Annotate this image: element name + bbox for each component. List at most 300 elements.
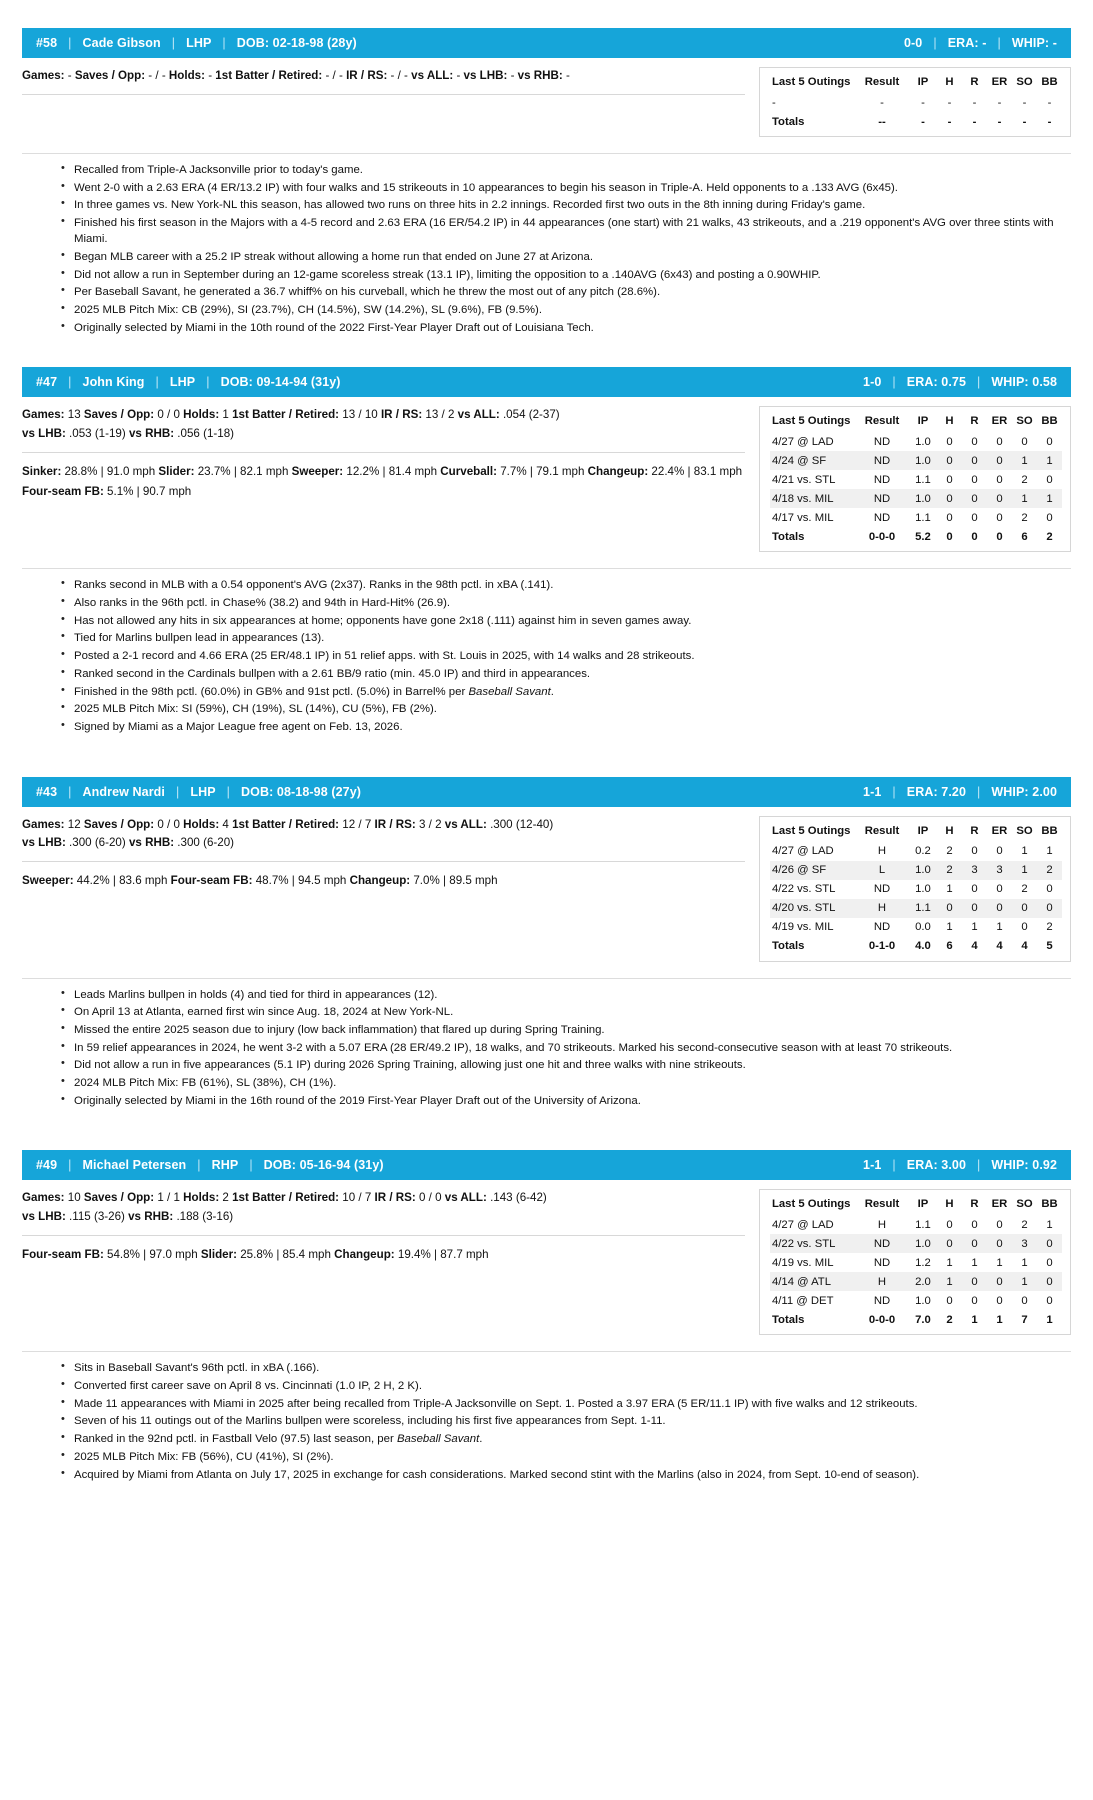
player-identity [36, 36, 357, 50]
totals-label: Totals [772, 1313, 805, 1326]
totals-ip: 7.0 [915, 1313, 931, 1326]
totals-h: - [947, 115, 952, 128]
totals-result: -- [878, 115, 886, 128]
column-header-last-5-outings: Last 5 Outings [772, 824, 851, 837]
player-number: #47 [36, 375, 58, 390]
outing-result: ND [855, 1234, 909, 1253]
stat-line-splits: vs LHB: .053 (1-19) vs RHB: .056 (1-18) [22, 426, 235, 440]
totals-bb: 1 [1046, 1313, 1053, 1326]
outing-row [770, 1215, 1062, 1234]
player-body [22, 1180, 1071, 1335]
totals-ip: - [921, 115, 925, 128]
outing-date: 4/24 @ SF [770, 451, 855, 470]
totals-label: Totals [772, 940, 805, 953]
separator-glyph: | [206, 375, 210, 390]
column-header-so: SO [1016, 1198, 1033, 1211]
player-header-bar [22, 1150, 1071, 1180]
outing-row [770, 93, 1062, 112]
outing-er: 0 [996, 473, 1003, 486]
last-5-outings-table [770, 72, 1062, 131]
totals-h: 2 [946, 1313, 953, 1326]
player-whip: WHIP: 0.58 [991, 375, 1057, 390]
outing-h: 0 [946, 1218, 953, 1231]
players-list [22, 28, 1071, 1524]
outing-bb: 0 [1046, 1256, 1053, 1269]
outing-row [770, 1272, 1062, 1291]
outing-er: 0 [987, 451, 1012, 470]
player-note: • Went 2-0 with a 2.63 ERA (4 ER/13.2 IP) with four walks and 15 strikeouts in 10 appearances to begin his season in Triple-A. Held opponents to a .133 AVG (6x45). [74, 180, 1071, 196]
outing-date: 4/21 vs. STL [772, 473, 836, 486]
outing-date: 4/27 @ LAD [772, 1218, 834, 1231]
player-block-47 [22, 367, 1071, 735]
section-gap [22, 737, 1071, 777]
outing-bb: 0 [1046, 511, 1053, 524]
outing-date: 4/14 @ ATL [770, 1272, 855, 1291]
totals-er: 0 [996, 530, 1003, 543]
column-header-bb: BB [1041, 1198, 1058, 1211]
outing-so: 2 [1021, 511, 1028, 524]
outing-row [770, 1253, 1062, 1272]
outing-row [770, 451, 1062, 470]
outing-h: 0 [946, 511, 953, 524]
outing-result: ND [855, 489, 909, 508]
outing-result: H [855, 1272, 909, 1291]
table-header-row [770, 411, 1062, 432]
last-5-outings-table [770, 1194, 1062, 1329]
separator-glyph: | [222, 36, 226, 50]
totals-r: - [972, 115, 977, 128]
outing-totals-row [770, 1310, 1062, 1329]
outing-bb: 0 [1037, 899, 1062, 918]
separator-glyph: | [249, 1158, 253, 1173]
player-outings-column [759, 67, 1071, 137]
outing-er: 3 [987, 861, 1012, 880]
outing-er: 0 [987, 1272, 1012, 1291]
outing-r: - [972, 96, 977, 109]
player-note: • Did not allow a run in September during an 12-game scoreless streak (13.1 IP), limiting the opposition to a .140AVG (6x43) and posting a 0.90WHIP. [74, 267, 1071, 283]
outing-ip: 1.0 [909, 489, 937, 508]
player-note: • Began MLB career with a 25.2 IP streak without allowing a home run that ended on June 27 at Arizona. [74, 249, 1071, 265]
column-header-result: Result [864, 76, 900, 88]
totals-r: 4 [971, 940, 978, 953]
outing-so: 0 [1012, 899, 1037, 918]
outing-so: 1 [1021, 1256, 1028, 1269]
player-note: • Finished in the 98th pctl. (60.0%) in GB% and 91st pctl. (5.0%) in Barrel% per Baseball Savant. [74, 684, 1071, 700]
outing-date: 4/18 vs. MIL [770, 489, 855, 508]
totals-label: Totals [772, 530, 805, 543]
separator-glyph: | [197, 1158, 201, 1173]
outing-date: 4/19 vs. MIL [772, 921, 834, 934]
outing-so: 2 [1021, 473, 1028, 486]
totals-er: - [997, 115, 1002, 128]
separator-glyph: | [977, 375, 981, 390]
player-note: • Sits in Baseball Savant's 96th pctl. in xBA (.166). [74, 1360, 1071, 1376]
outing-bb: 2 [1037, 861, 1062, 880]
outing-bb: 1 [1037, 489, 1062, 508]
outing-bb: 0 [1046, 435, 1053, 448]
outing-ip: 1.0 [909, 451, 937, 470]
outing-h: 0 [946, 473, 953, 486]
player-record: 1-0 [863, 375, 882, 390]
player-name: Cade Gibson [82, 36, 161, 50]
column-header-ip: IP [917, 1198, 929, 1211]
column-header-bb: BB [1041, 76, 1058, 88]
player-season-summary [863, 375, 1057, 389]
outing-totals-row [770, 527, 1062, 546]
player-notes-list [22, 1360, 1071, 1482]
player-body [22, 807, 1071, 962]
player-note: • In 59 relief appearances in 2024, he went 3-2 with a 5.07 ERA (28 ER/49.2 IP), 18 walks, and 70 strikeouts. Marked his second-consecutive season with at least 70 strikeouts. [74, 1040, 1071, 1056]
player-number: #58 [36, 36, 58, 50]
player-block-43 [22, 777, 1071, 1109]
player-era: ERA: 7.20 [906, 784, 967, 799]
player-number: #49 [36, 1158, 58, 1173]
separator-glyph: | [933, 36, 937, 50]
outing-er: 0 [996, 435, 1003, 448]
player-note: • Did not allow a run in five appearances (5.1 IP) during 2026 Spring Training, allowing just one hit and three walks with nine strikeouts. [74, 1057, 1071, 1073]
outing-so: 1 [1012, 451, 1037, 470]
totals-result: 0-1-0 [868, 940, 896, 953]
player-dob: DOB: 09-14-94 (31y) [220, 375, 341, 390]
outing-result: ND [873, 883, 891, 896]
totals-r: 1 [971, 1313, 978, 1326]
player-identity [36, 1158, 384, 1172]
outing-h: - [947, 96, 952, 109]
outing-r: 1 [971, 1256, 978, 1269]
outing-so: 1 [1021, 845, 1028, 858]
player-number: #43 [36, 784, 58, 799]
player-stat-column [22, 816, 745, 962]
outing-r: 0 [971, 883, 978, 896]
stat-line-primary: Games: - Saves / Opp: - / - Holds: - 1st Batter / Retired: - / - IR / RS: - / - vs ALL: - vs LHB: - vs RHB: - [22, 69, 570, 82]
outing-result: ND [873, 473, 891, 486]
stat-divider [22, 861, 745, 862]
totals-bb: 2 [1046, 530, 1053, 543]
player-name: Andrew Nardi [82, 784, 165, 799]
player-dob: DOB: 08-18-98 (27y) [241, 784, 362, 799]
separator-glyph: | [977, 1158, 981, 1173]
outing-h: 0 [946, 1294, 953, 1307]
outing-er: 0 [996, 1218, 1003, 1231]
player-note: • Ranked second in the Cardinals bullpen with a 2.61 BB/9 ratio (min. 45.0 IP) and third in appearances. [74, 666, 1071, 682]
outing-result: H [877, 845, 887, 858]
player-notes-list [22, 162, 1071, 336]
last-5-outings-box [759, 406, 1071, 552]
column-header-ip: IP [917, 824, 929, 837]
outing-ip: 0.0 [915, 921, 931, 934]
player-note: • Leads Marlins bullpen in holds (4) and tied for third in appearances (12). [74, 987, 1071, 1003]
player-note: • Signed by Miami as a Major League free agent on Feb. 13, 2026. [74, 719, 1071, 735]
pitch-mix-line: Sinker: 28.8% | 91.0 mph Slider: 23.7% | 82.1 mph Sweeper: 12.2% | 81.4 mph Curveball: 7.7% | 79.1 mph Changeup: 22.4% | 83.1 mph Four-seam FB: 5.1% | 90.7 mph [22, 465, 743, 498]
player-header-bar [22, 28, 1071, 58]
totals-bb: 5 [1046, 940, 1053, 953]
player-note: • 2025 MLB Pitch Mix: FB (56%), CU (41%), SI (2%). [74, 1449, 1071, 1465]
player-note: • Finished his first season in the Majors with a 4-5 record and 2.63 ERA (16 ER/54.2 IP) in 44 appearances (one start) with 21 walks, 43 strikeouts, and a .219 opponent's AVG over three stints with Miami. [74, 215, 1071, 247]
column-header-ip: IP [917, 415, 929, 428]
player-stat-column [22, 406, 745, 552]
outing-so: 0 [1021, 435, 1028, 448]
outing-h: 0 [937, 899, 962, 918]
outing-r: 0 [962, 451, 987, 470]
outing-row [770, 470, 1062, 489]
player-season-summary [863, 785, 1057, 799]
outing-so: 1 [1012, 861, 1037, 880]
player-hand: LHP [190, 784, 216, 799]
player-note: • Originally selected by Miami in the 16th round of the 2019 First-Year Player Draft out of the University of Arizona. [74, 1093, 1071, 1109]
player-record: 0-0 [903, 36, 923, 50]
outing-date: 4/26 @ SF [770, 861, 855, 880]
stat-divider [22, 1235, 745, 1236]
outing-date: 4/19 vs. MIL [772, 1256, 834, 1269]
column-header-so: SO [1016, 824, 1033, 837]
separator-glyph: | [155, 375, 159, 390]
outing-result: ND [873, 511, 891, 524]
column-header-ip: IP [917, 76, 929, 88]
column-header-last-5-outings: Last 5 Outings [772, 76, 851, 88]
outing-row [770, 489, 1062, 508]
outing-bb: - [1047, 96, 1052, 109]
player-season-summary [863, 1158, 1057, 1172]
outing-so: - [1022, 96, 1027, 109]
outing-ip: 0.2 [915, 845, 931, 858]
outing-r: 0 [962, 489, 987, 508]
outing-row [770, 508, 1062, 527]
outing-h: 1 [946, 883, 953, 896]
column-header-result: Result [864, 415, 900, 428]
column-header-er: ER [991, 824, 1008, 837]
last-5-outings-table [770, 821, 1062, 956]
player-era: ERA: 0.75 [906, 375, 967, 390]
totals-so: 7 [1021, 1313, 1028, 1326]
outing-r: 0 [962, 1234, 987, 1253]
separator-glyph: | [68, 36, 72, 50]
column-header-result: Result [864, 1198, 900, 1211]
outing-totals-row [770, 937, 1062, 956]
outing-row [770, 918, 1062, 937]
player-era: ERA: 3.00 [906, 1158, 967, 1173]
player-notes-list [22, 577, 1071, 735]
separator-glyph: | [171, 36, 176, 50]
player-note: • Per Baseball Savant, he generated a 36.7 whiff% on his curveball, which he threw the most out of any pitch (28.6%). [74, 284, 1071, 300]
player-note: • Made 11 appearances with Miami in 2025 after being recalled from Triple-A Jacksonville on Sept. 1. Posted a 3.97 ERA (5 ER/11.1 IP) with five walks and 12 strikeouts. [74, 1396, 1071, 1412]
outing-h: 0 [937, 489, 962, 508]
outing-bb: 0 [1046, 473, 1053, 486]
player-era: ERA: - [947, 36, 987, 50]
outing-so: 1 [1012, 489, 1037, 508]
outing-h: 0 [937, 1234, 962, 1253]
player-note: • Missed the entire 2025 season due to injury (low back inflammation) that flared up during Spring Training. [74, 1022, 1071, 1038]
player-note: • Also ranks in the 96th pctl. in Chase% (38.2) and 94th in Hard-Hit% (26.9). [74, 595, 1071, 611]
outing-er: 0 [987, 899, 1012, 918]
player-note: • Originally selected by Miami in the 10th round of the 2022 First-Year Player Draft out of Louisiana Tech. [74, 320, 1071, 336]
outing-date: 4/22 vs. STL [772, 883, 836, 896]
outing-result: L [855, 861, 909, 880]
outing-row [770, 1291, 1062, 1310]
player-dob: DOB: 05-16-94 (31y) [263, 1158, 384, 1173]
player-outings-column [759, 816, 1071, 962]
player-note: • 2024 MLB Pitch Mix: FB (61%), SL (38%), CH (1%). [74, 1075, 1071, 1091]
outing-ip: 1.1 [915, 473, 931, 486]
player-whip: WHIP: 0.92 [991, 1158, 1057, 1173]
column-header-so: SO [1016, 415, 1033, 428]
outing-ip: 1.0 [915, 435, 931, 448]
column-header-h: H [945, 415, 954, 428]
notes-divider [22, 568, 1071, 569]
pitch-mix-line: Four-seam FB: 54.8% | 97.0 mph Slider: 25.8% | 85.4 mph Changeup: 19.4% | 87.7 mph [22, 1248, 489, 1261]
outing-ip: 1.1 [915, 1218, 931, 1231]
outing-h: 2 [937, 861, 962, 880]
player-block-49 [22, 1150, 1071, 1482]
outing-r: 3 [962, 861, 987, 880]
separator-glyph: | [892, 784, 896, 799]
player-note: • Has not allowed any hits in six appearances at home; opponents have gone 2x18 (.111) against him in seven games away. [74, 613, 1071, 629]
outing-so: 0 [1021, 1294, 1028, 1307]
outing-result: H [855, 899, 909, 918]
outing-totals-row [770, 112, 1062, 131]
outing-date: 4/11 @ DET [772, 1294, 834, 1307]
totals-r: 0 [971, 530, 978, 543]
table-header-row [770, 1194, 1062, 1215]
player-whip: WHIP: 2.00 [991, 784, 1057, 799]
last-5-outings-box [759, 67, 1071, 137]
column-header-last-5-outings: Last 5 Outings [772, 1198, 851, 1211]
column-header-er: ER [991, 1198, 1008, 1211]
outing-row [770, 1234, 1062, 1253]
outing-ip: - [921, 96, 925, 109]
outing-ip: 1.0 [915, 883, 931, 896]
player-hand: LHP [186, 36, 212, 50]
outing-row [770, 432, 1062, 451]
outing-r: 0 [971, 511, 978, 524]
outing-r: 0 [971, 473, 978, 486]
outing-bb: 2 [1046, 921, 1053, 934]
outing-date: 4/17 vs. MIL [772, 511, 834, 524]
player-header-bar [22, 777, 1071, 807]
totals-er: 4 [996, 940, 1003, 953]
stat-line-primary: Games: 13 Saves / Opp: 0 / 0 Holds: 1 1st Batter / Retired: 13 / 10 IR / RS: 13 / 2 vs ALL: .054 (2-37) [22, 408, 560, 422]
outing-er: 0 [996, 845, 1003, 858]
player-name: John King [82, 375, 145, 390]
player-note: • Posted a 2-1 record and 4.66 ERA (25 ER/48.1 IP) in 51 relief apps. with St. Louis in 2025, with 14 walks and 28 strikeouts. [74, 648, 1071, 664]
outing-er: 0 [987, 1234, 1012, 1253]
outing-ip: 1.0 [915, 1294, 931, 1307]
player-record: 1-1 [863, 784, 882, 799]
table-header-row [770, 821, 1062, 842]
separator-glyph: | [997, 36, 1001, 50]
separator-glyph: | [892, 375, 896, 390]
column-header-r: R [970, 76, 979, 88]
column-header-h: H [945, 76, 954, 88]
totals-bb: - [1047, 115, 1052, 128]
outing-r: 0 [962, 899, 987, 918]
player-body [22, 397, 1071, 552]
player-hand: RHP [211, 1158, 239, 1173]
outing-result: ND [873, 921, 891, 934]
column-header-bb: BB [1041, 415, 1058, 428]
outing-so: 1 [1012, 1272, 1037, 1291]
stat-line-primary: Games: 12 Saves / Opp: 0 / 0 Holds: 4 1st Batter / Retired: 12 / 7 IR / RS: 3 / 2 vs ALL: .300 (12-40) [22, 817, 554, 831]
pitch-mix-line: Sweeper: 44.2% | 83.6 mph Four-seam FB: 48.7% | 94.5 mph Changeup: 7.0% | 89.5 mph [22, 874, 498, 888]
totals-result: 0-0-0 [868, 530, 896, 543]
outing-result: ND [873, 435, 891, 448]
player-stat-column [22, 1189, 745, 1335]
outing-ip: 1.0 [909, 1234, 937, 1253]
outing-so: 2 [1021, 1218, 1028, 1231]
column-header-r: R [970, 1198, 979, 1211]
totals-so: 4 [1021, 940, 1028, 953]
separator-glyph: | [226, 784, 231, 799]
player-hand: LHP [169, 375, 196, 390]
totals-result: 0-0-0 [868, 1313, 896, 1326]
separator-glyph: | [68, 1158, 72, 1173]
player-note: • Ranks second in MLB with a 0.54 opponent's AVG (2x37). Ranks in the 98th pctl. in xBA (.141). [74, 577, 1071, 593]
player-note: • Recalled from Triple-A Jacksonville prior to today's game. [74, 162, 1071, 178]
outing-bb: 1 [1046, 1218, 1053, 1231]
outing-r: 0 [962, 1272, 987, 1291]
separator-glyph: | [977, 784, 981, 799]
outing-ip: 1.0 [909, 861, 937, 880]
last-5-outings-box [759, 816, 1071, 962]
outing-date: 4/27 @ LAD [772, 845, 834, 858]
outing-bb: 1 [1037, 451, 1062, 470]
totals-label: Totals [772, 115, 805, 128]
player-note: • Converted first career save on April 8 vs. Cincinnati (1.0 IP, 2 H, 2 K). [74, 1378, 1071, 1394]
player-season-summary [904, 36, 1057, 50]
outing-so: 2 [1021, 883, 1028, 896]
column-header-er: ER [991, 76, 1008, 88]
separator-glyph: | [68, 375, 72, 390]
section-gap [22, 1484, 1071, 1524]
outing-er: 1 [996, 921, 1003, 934]
player-note: • 2025 MLB Pitch Mix: CB (29%), SI (23.7%), CH (14.5%), SW (14.2%), SL (9.6%), FB (9.5%). [74, 302, 1071, 318]
last-5-outings-table [770, 411, 1062, 546]
player-note: • Acquired by Miami from Atlanta on July 17, 2025 in exchange for cash considerations. Marked second stint with the Marlins (also in 2024, from Sept. 10-end of season). [74, 1467, 1071, 1483]
stat-divider [22, 94, 745, 95]
player-note: • On April 13 at Atlanta, earned first win since Aug. 18, 2024 at New York-NL. [74, 1004, 1071, 1020]
outing-ip: 1.2 [915, 1256, 931, 1269]
outing-ip: 1.1 [909, 899, 937, 918]
player-note: • Ranked in the 92nd pctl. in Fastball Velo (97.5) last season, per Baseball Savant. [74, 1431, 1071, 1447]
outing-bb: 0 [1037, 1272, 1062, 1291]
totals-h: 6 [946, 940, 953, 953]
stat-line-splits: vs LHB: .300 (6-20) vs RHB: .300 (6-20) [22, 835, 235, 849]
totals-ip: 5.2 [915, 530, 931, 543]
stat-divider [22, 452, 745, 453]
outing-result: ND [873, 1294, 891, 1307]
outing-ip: 1.1 [915, 511, 931, 524]
outing-h: 0 [937, 451, 962, 470]
outing-h: 1 [937, 1272, 962, 1291]
outing-so: 0 [1021, 921, 1028, 934]
player-stat-column [22, 67, 745, 137]
outing-er: 0 [996, 511, 1003, 524]
section-gap [22, 337, 1071, 367]
outing-row [770, 861, 1062, 880]
separator-glyph: | [68, 784, 72, 799]
separator-glyph: | [892, 1158, 896, 1173]
section-gap [22, 1110, 1071, 1150]
player-outings-column [759, 406, 1071, 552]
outing-bb: 0 [1046, 1294, 1053, 1307]
outing-r: 0 [971, 1218, 978, 1231]
outing-date: 4/22 vs. STL [770, 1234, 855, 1253]
outing-date: 4/20 vs. STL [770, 899, 855, 918]
notes-divider [22, 978, 1071, 979]
stat-line-primary: Games: 10 Saves / Opp: 1 / 1 Holds: 2 1st Batter / Retired: 10 / 7 IR / RS: 0 / 0 vs ALL: .143 (6-42) [22, 1191, 547, 1205]
last-5-outings-box [759, 1189, 1071, 1335]
player-whip: WHIP: - [1011, 36, 1057, 50]
column-header-h: H [945, 824, 954, 837]
